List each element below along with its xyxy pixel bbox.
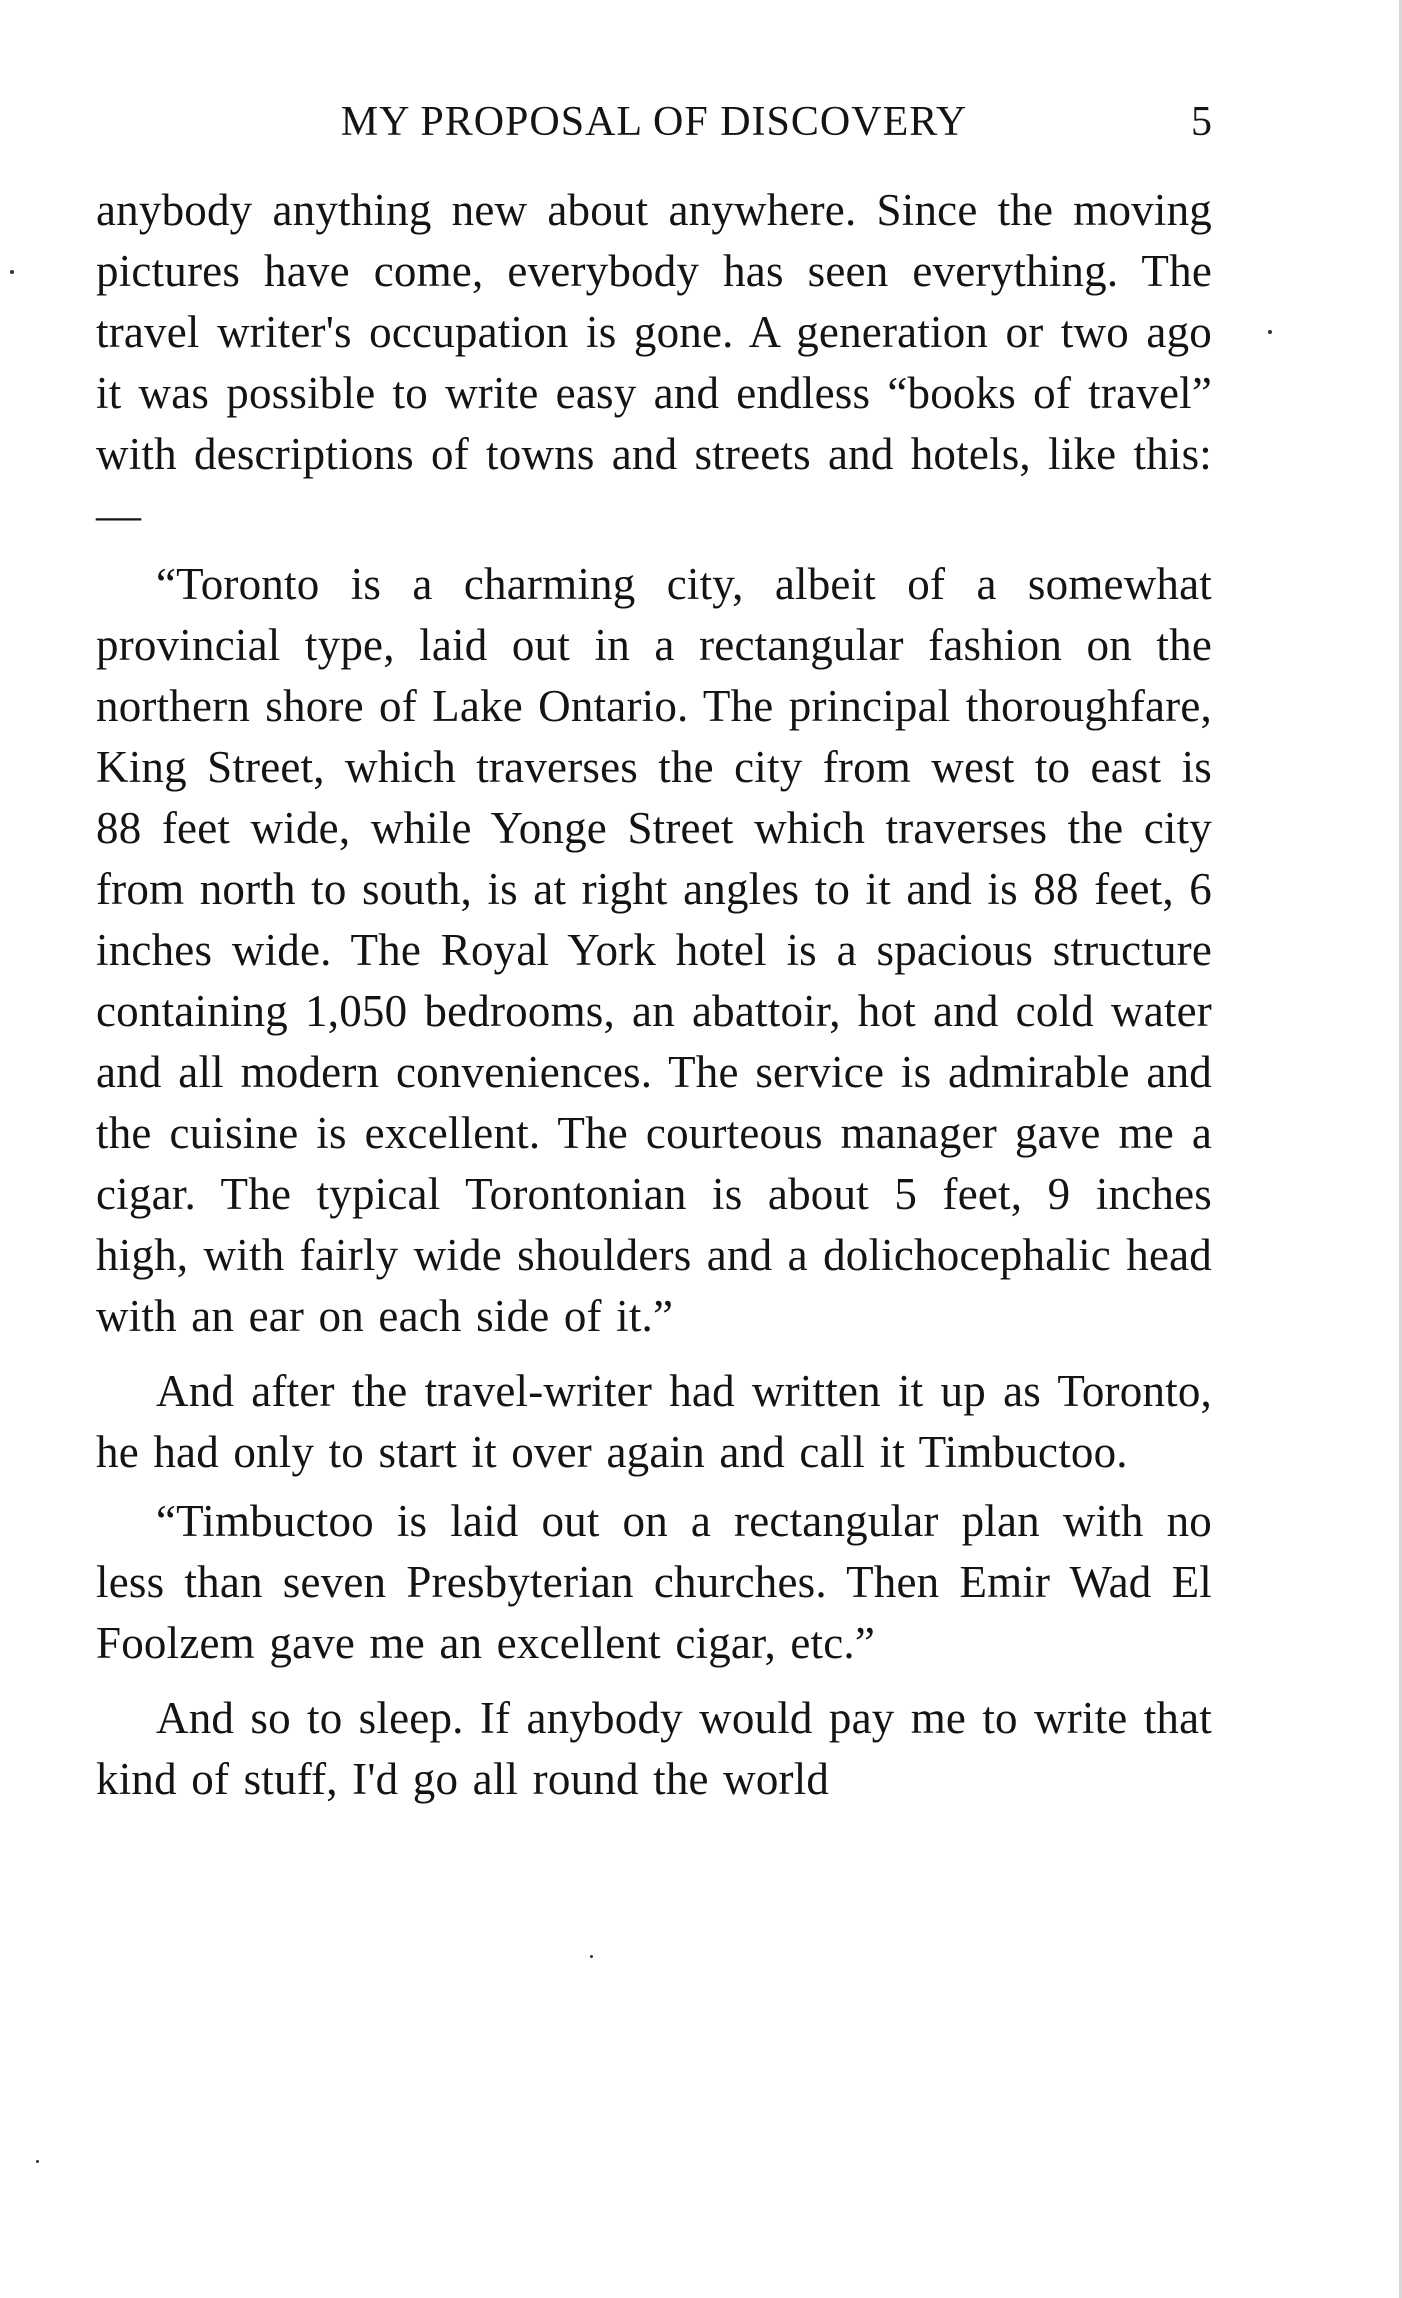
- paragraph-and-so-to-sleep: And so to sleep. If anybody would pay me to write that kind of stuff, I'd go all round the world: [96, 1693, 1212, 1804]
- paragraph-toronto-quote: “Toronto is a charming city, albeit of a somewhat provincial type, laid out in a rectangular fashion on the northern shore of Lake Ontario. The principal thoroughfare, King Street, which traverses the city from west to east is 88 feet wide, while Yonge Street which traverses the city from north to south, is at right angles to it and is 88 feet, 6 inches wide. The Royal York hotel is a spacious structure containing 1,050 bedrooms, an abattoir, hot and cold water and all modern conveniences. The service is admirable and the cuisine is excellent. The courteous manager gave me a cigar. The typical Torontonian is about 5 feet, 9 inches high, with fairly wide shoulders and a dolichocephalic head with an ear on each side of it.”: [96, 559, 1212, 1341]
- text-body: [96, 180, 1212, 1810]
- running-head: [96, 92, 1212, 152]
- running-title: MY PROPOSAL OF DISCOVERY: [340, 99, 968, 145]
- print-speck: [36, 2160, 39, 2163]
- page-number: 5: [1191, 99, 1212, 145]
- paragraph-continued: anybody anything new about anywhere. Since the moving pictures have come, everybody has seen everything. The travel writer's occupation is gone. A generation or two ago it was possible to write easy and endless “books of travel” with descriptions of towns and streets and hotels, like this:—: [96, 185, 1212, 540]
- print-speck: [10, 270, 14, 274]
- print-speck: [590, 1955, 593, 1958]
- paragraph-travel-writer: And after the travel-writer had written it up as Toronto, he had only to start it over again and call it Timbuctoo.: [96, 1366, 1212, 1477]
- print-speck: [1268, 330, 1272, 334]
- paragraph-timbuctoo-quote: “Timbuctoo is laid out on a rectangular plan with no less than seven Presbyterian churches. Then Emir Wad El Foolzem gave me an excellent cigar, etc.”: [96, 1496, 1212, 1668]
